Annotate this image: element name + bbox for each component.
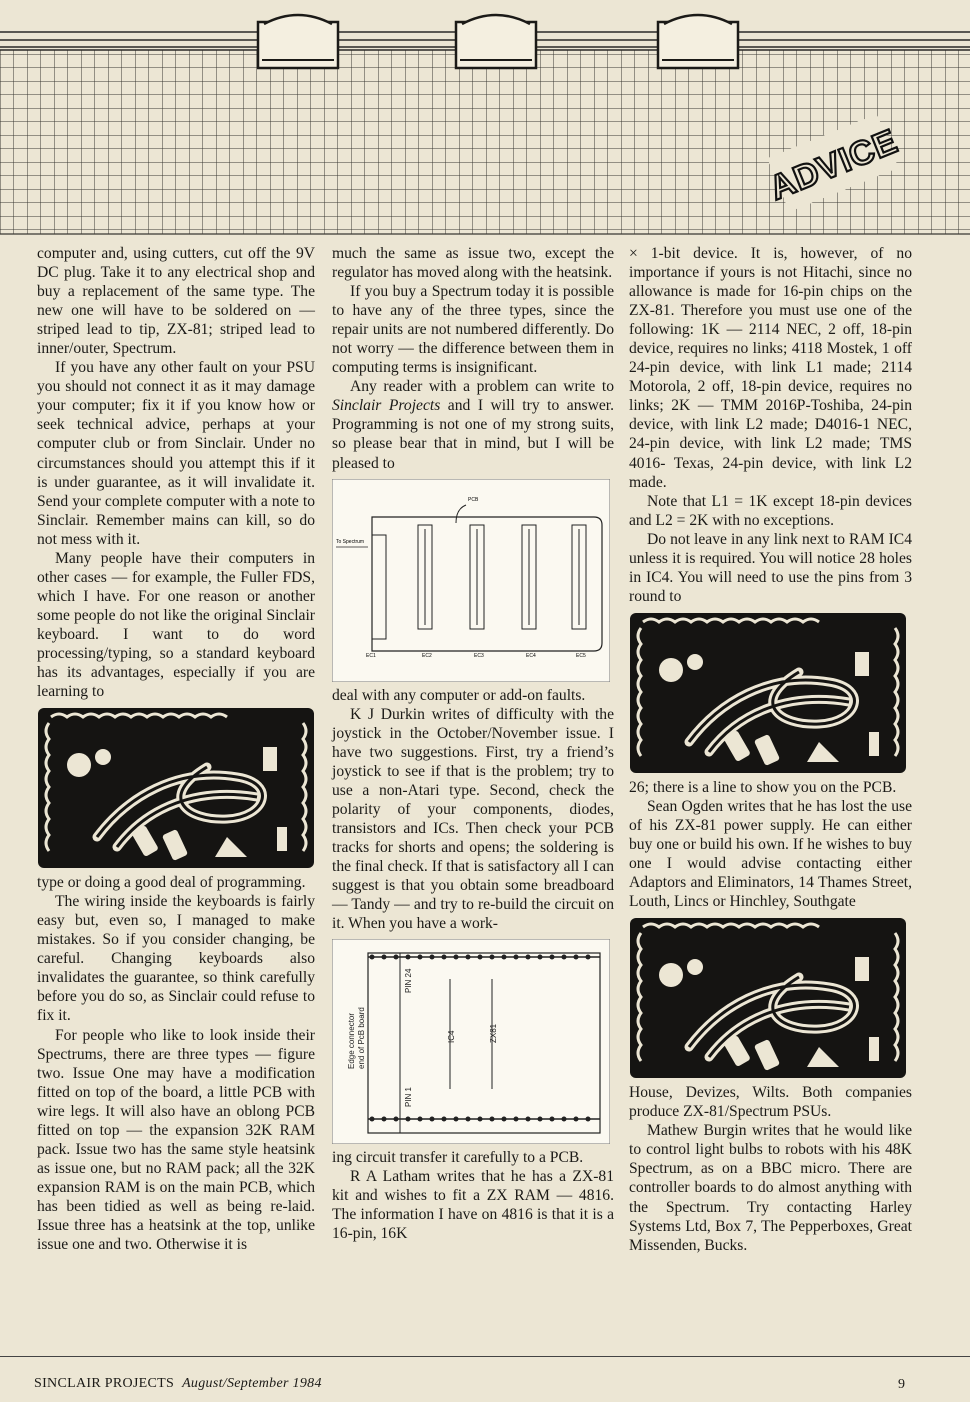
pin24-label: PIN 24 — [404, 968, 413, 994]
paragraph: The wiring inside the keyboards is fairly easy but, even so, I managed to make mistakes. So if you consider changing, be careful. Changing keyboards also invalidates the guarantee, so think carefully before you do so, as Sinclair could refuse to fix it. — [37, 893, 315, 1025]
publication-name: SINCLAIR PROJECTS — [34, 1376, 175, 1391]
ec-label: EC4 — [526, 652, 536, 659]
ec-label: EC5 — [576, 652, 586, 659]
ic4-label: IC4 — [447, 1030, 456, 1044]
cables-illustration — [629, 612, 907, 774]
magazine-name: Sinclair Projects — [332, 397, 441, 415]
figure-1-pcb-layout — [332, 479, 610, 682]
paragraph: K J Durkin writes of difficulty with the joystick in the October/November issue. I have two suggestions. First, try a friend’s joystick to see if that is the problem; try to use a non-Atari type. Second, check the polarity of your components, diodes, transistors and ICs. Then check your PCB tracks for shorts and opens; the soldering is the final check. If that is satisfactory all I can suggest is that you obtain some breadboard — Tandy — and try to re-build the circuit on it. When you have a work- — [332, 705, 614, 933]
ec-label: EC3 — [474, 652, 484, 659]
spiral-ring-3 — [658, 15, 738, 68]
zx81-label: ZX81 — [489, 1024, 498, 1044]
paragraph: R A Latham writes that he has a ZX-81 kit and wishes to fit a ZX RAM — 4816. The information I have on 4816 is that it is a 16-pin, 16K — [332, 1168, 614, 1243]
paragraph: If you have any other fault on your PSU you should not connect it as it may damage your computer; fix it if you know how or seek technical advice, perhaps at your computer club or from Sinclair. Under no circumstances should you attempt this if it is under guarantee, as it will invalidate it. Send your complete computer with a note to Sinclair. Remember mains can kill, so do not mess with it. — [37, 359, 315, 548]
column-3 — [629, 244, 912, 1255]
page-number: 9 — [898, 1377, 905, 1392]
cables-illustration — [37, 707, 315, 869]
paragraph: Note that L1 = 1K except 18-pin devices and L2 = 2K with no exceptions. — [629, 492, 912, 529]
spiral-ring-2 — [456, 15, 536, 68]
edge-connector-label-2: end of PcB board — [357, 1007, 366, 1070]
pin1-label: PIN 1 — [404, 1087, 413, 1108]
footer-divider — [0, 1356, 970, 1357]
paragraph: much the same as issue two, except the regulator has moved along with the heatsink. — [332, 245, 614, 282]
paragraph: ing circuit transfer it carefully to a PCB. — [332, 1149, 584, 1167]
paragraph: For people who like to look inside their Spectrums, there are three types — figure two. Issue One may have a modification fitted on top of the board, a little PCB with wire legs. It will also have an oblong PCB fitted on top — the expansion 32K RAM pack. Issue two has the same style heatsink as issue one, but no RAM pack; all the 32K expansion RAM is on the main PCB, which has been tidied as well as being re-laid. Issue three has a heatsink at the top, unlike issue one and two. Otherwise it is — [37, 1026, 315, 1254]
edge-connector-label: Edge connector — [347, 1013, 356, 1070]
paragraph: Sean Ogden writes that he has lost the use of his ZX-81 power supply. He can either buy one or build his own. If he wishes to buy one I would advise contacting either Adaptors and Eliminators, 14 Thames Street, Louth, Lincs or Hinchley, Southgate — [629, 797, 912, 911]
paragraph: Any reader with a problem can write to Sinclair Projects and I will try to answer. Programming is not one of my strong suits, so please bear that in mind, but I will be pleased to — [332, 378, 614, 472]
paragraph: computer and, using cutters, cut off the 9V DC plug. Take it to any electrical shop and buy a replacement of the same type. The new one will have to be soldered on — striped lead to tip, ZX-81; striped lead to inner/outer, Spectrum. — [37, 245, 315, 358]
notepad-header-graphic — [0, 0, 970, 240]
ec-label: EC1 — [366, 652, 376, 659]
column-1 — [37, 244, 315, 1254]
column-2 — [332, 244, 614, 1243]
paragraph: × 1-bit device. It is, however, of no importance if yours is not Hitachi, since no allowance is made for 16-pin chips on the ZX-81. Therefore you must use one of the following: 1K — 2114 NEC, 2 off, 18-pin device, requires no links; 4118 Mostek, 1 off 24-pin device, with link L1 made; 2114 Motorola, 2 off, 18-pin device, requires no links; 2K — TMM 2016P-Toshiba, 24-pin device, with link L2 made; D4016-1 NEC, 24-pin device, with link L2 made; TMS 4016- Texas, 24-pin device, with link L2 made. — [629, 245, 912, 491]
figure-2-ic4-wiring — [332, 939, 610, 1144]
paragraph: Mathew Burgin writes that he would like to control light bulbs to robots with his 48K Spectrum, as on a BBC micro. There are controller boards to do almost anything with the Spectrum. Try contacting Harley Systems Ltd, Box 7, The Pepperboxes, Great Missenden, Bucks. — [629, 1122, 912, 1254]
issue-date: August/September 1984 — [182, 1376, 322, 1391]
paragraph: 26; there is a line to show you on the PCB. — [629, 778, 897, 796]
pcb-label: PCB — [468, 496, 479, 503]
to-spectrum-label: To Spectrum — [336, 538, 365, 545]
paragraph: Many people have their computers in other cases — for example, the Fuller FDS, which I have. For one reason or another some people do not like the original Sinclair keyboard. I want to do word processing/typing, so a standard keyboard has its advantages, especially if you are learning to — [37, 549, 315, 701]
paragraph: type or doing a good deal of programming. — [37, 874, 306, 892]
footer-credit — [34, 1376, 322, 1392]
ec-label: EC2 — [422, 652, 432, 659]
paragraph: If you buy a Spectrum today it is possible to have any of the three types, since the repair units are not numbered differently. Do not worry — the difference between them in computing terms is insignificant. — [332, 283, 614, 377]
paragraph: deal with any computer or add-on faults. — [332, 686, 586, 704]
paragraph: Do not leave in any link next to RAM IC4 unless it is required. You will notice 28 holes in IC4. You will need to use the pins from 3 round to — [629, 530, 912, 605]
paragraph: House, Devizes, Wilts. Both companies produce ZX-81/Spectrum PSUs. — [629, 1084, 912, 1121]
spiral-ring-1 — [258, 15, 338, 68]
section-title: ADVICE — [764, 122, 904, 208]
cables-illustration — [629, 917, 907, 1079]
